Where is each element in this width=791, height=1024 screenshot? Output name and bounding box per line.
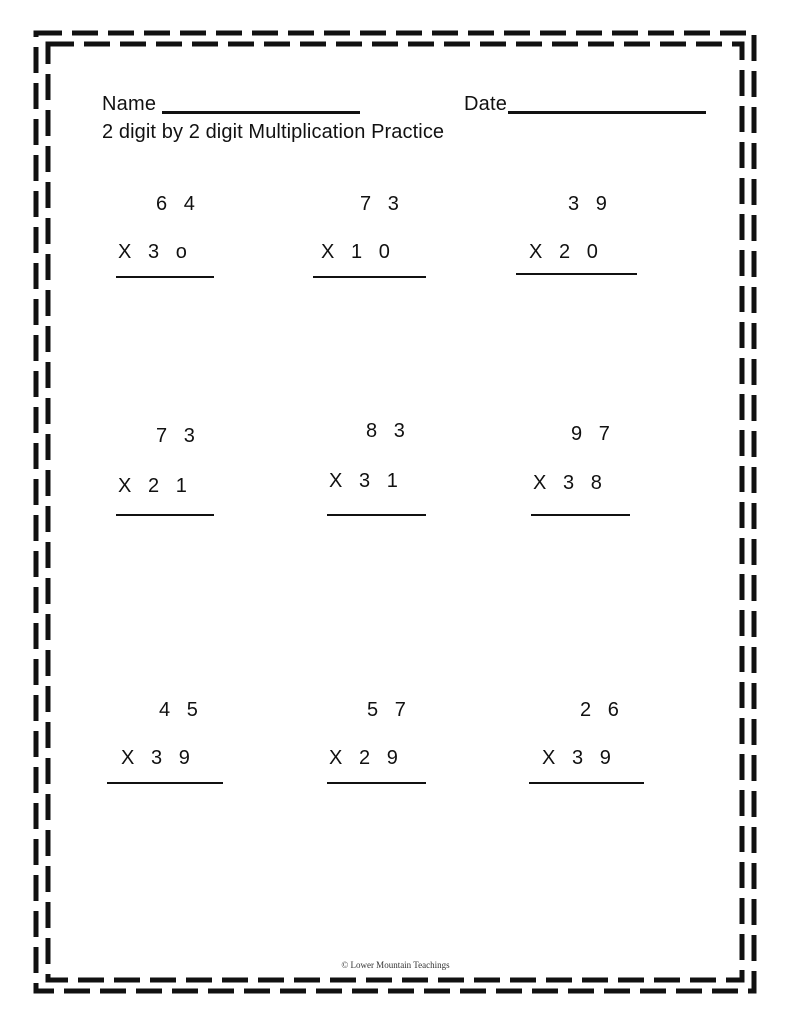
answer-line[interactable] — [531, 514, 630, 516]
answer-line[interactable] — [313, 276, 426, 278]
problem-multiplier: X 3 8 — [533, 472, 602, 494]
answer-line[interactable] — [516, 273, 637, 275]
problem-8 — [327, 700, 487, 800]
problem-2 — [313, 194, 473, 294]
problem-7 — [107, 700, 267, 800]
answer-line[interactable] — [327, 782, 426, 784]
problem-multiplier: X 3 9 — [542, 747, 611, 769]
problem-multiplier: X 2 9 — [329, 747, 398, 769]
problem-multiplicand: 8 3 — [366, 420, 405, 442]
name-write-line[interactable] — [162, 111, 360, 114]
problem-multiplicand: 5 7 — [367, 699, 406, 721]
problem-multiplicand: 6 4 — [156, 193, 195, 215]
problem-9 — [529, 700, 689, 800]
problem-multiplier: X 2 1 — [118, 475, 187, 497]
problem-3 — [516, 194, 676, 294]
worksheet-subtitle: 2 digit by 2 digit Multiplication Practice — [102, 121, 445, 143]
problem-4 — [116, 426, 276, 526]
name-label: Name — [102, 93, 157, 115]
problem-multiplier: X 3 9 — [121, 747, 190, 769]
date-write-line[interactable] — [508, 111, 706, 114]
date-label: Date — [464, 93, 508, 115]
problem-multiplier: X 2 0 — [529, 241, 598, 263]
problem-multiplicand: 9 7 — [571, 423, 610, 445]
problem-multiplier: X 1 0 — [321, 241, 390, 263]
problem-6 — [531, 424, 691, 524]
answer-line[interactable] — [116, 276, 214, 278]
problem-multiplicand: 4 5 — [159, 699, 198, 721]
problem-multiplicand: 7 3 — [360, 193, 399, 215]
answer-line[interactable] — [107, 782, 223, 784]
problem-multiplier: X 3 o — [118, 241, 187, 263]
problem-multiplier: X 3 1 — [329, 470, 398, 492]
answer-line[interactable] — [529, 782, 644, 784]
problem-1 — [116, 194, 276, 294]
problem-multiplicand: 2 6 — [580, 699, 619, 721]
problem-multiplicand: 3 9 — [568, 193, 607, 215]
answer-line[interactable] — [116, 514, 214, 516]
problem-multiplicand: 7 3 — [156, 425, 195, 447]
copyright-notice: © Lower Mountain Teachings — [341, 960, 450, 970]
problem-5 — [327, 421, 487, 521]
answer-line[interactable] — [327, 514, 426, 516]
